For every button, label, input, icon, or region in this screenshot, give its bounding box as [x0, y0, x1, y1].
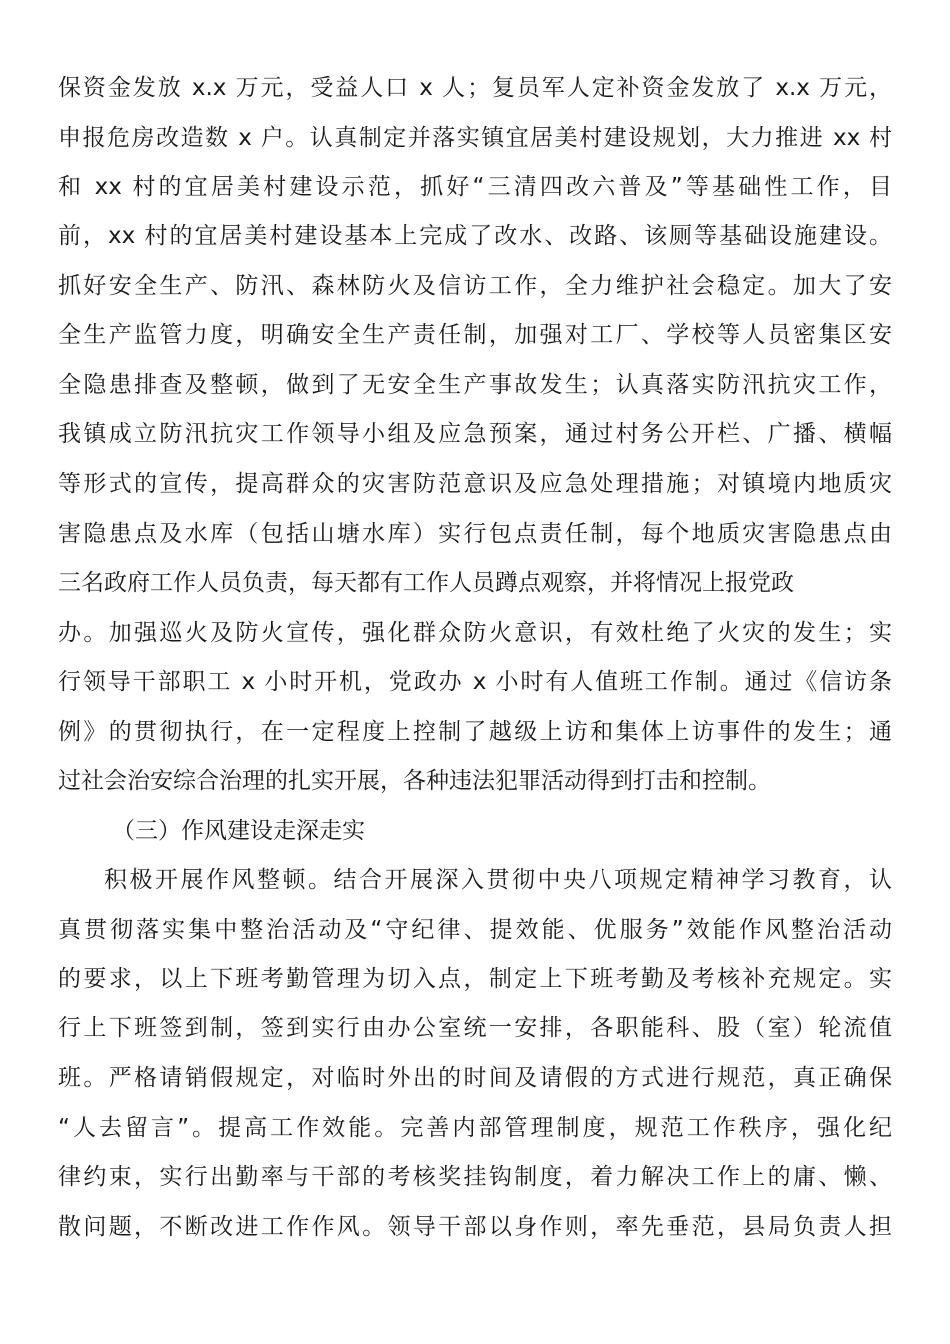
text-line: 抓好安全生产、防汛、森林防火及信访工作，全力维护社会稳定。加大了安: [58, 273, 892, 299]
text-line: 我镇成立防汛抗灾工作领导小组及应急预案，通过村务公开栏、广播、横幅: [58, 421, 892, 447]
text-line: 的要求，以上下班考勤管理为切入点，制定上下班考勤及考核补充规定。实: [58, 966, 892, 992]
text-line: 行上下班签到制，签到实行由办公室统一安排，各职能科、股（室）轮流值: [58, 1015, 892, 1041]
section-heading: （三）作风建设走深走实: [112, 818, 365, 844]
text-line: 行领导干部职工 x 小时开机，党政办 x 小时有人值班工作制。通过《信访条: [58, 669, 892, 695]
text-line: 律约束，实行出勤率与干部的考核奖挂钩制度，着力解决工作上的庸、懒、: [58, 1164, 892, 1190]
text-line: 保资金发放 x.x 万元，受益人口 x 人；复员军人定补资金发放了 x.x 万元，: [58, 75, 892, 101]
text-line: 和 xx 村的宜居美村建设示范，抓好“三清四改六普及”等基础性工作，目: [58, 174, 892, 200]
text-line: 散问题，不断改进工作作风。领导干部以身作则，率先垂范，县局负责人担: [58, 1214, 892, 1240]
text-line: 真贯彻落实集中整治活动及“守纪律、提效能、优服务”效能作风整治活动: [58, 917, 892, 943]
text-line: 全生产监管力度，明确安全生产责任制，加强对工厂、学校等人员密集区安: [58, 322, 892, 348]
text-line: “人去留言”。提高工作效能。完善内部管理制度，规范工作秩序，强化纪: [58, 1115, 892, 1141]
text-line: 积极开展作风整顿。结合开展深入贯彻中央八项规定精神学习教育，认: [104, 867, 892, 893]
text-line: 前，xx 村的宜居美村建设基本上完成了改水、改路、该厕等基础设施建设。: [58, 223, 892, 249]
text-line: 班。严格请销假规定，对临时外出的时间及请假的方式进行规范，真正确保: [58, 1065, 892, 1091]
text-line: 过社会治安综合治理的扎实开展，各种违法犯罪活动得到打击和控制。: [58, 768, 771, 794]
text-line: 全隐患排查及整顿，做到了无安全生产事故发生；认真落实防汛抗灾工作，: [58, 372, 892, 398]
text-line: 办。加强巡火及防火宣传，强化群众防火意识，有效杜绝了火灾的发生；实: [58, 620, 892, 646]
text-line: 申报危房改造数 x 户。认真制定并落实镇宜居美村建设规划，大力推进 xx 村: [58, 125, 892, 151]
text-line: 害隐患点及水库（包括山塘水库）实行包点责任制，每个地质灾害隐患点由: [58, 521, 892, 547]
text-line: 等形式的宣传，提高群众的灾害防范意识及应急处理措施；对镇境内地质灾: [58, 471, 892, 497]
text-line: 例》的贯彻执行，在一定程度上控制了越级上访和集体上访事件的发生；通: [58, 719, 892, 745]
text-line: 三名政府工作人员负责，每天都有工作人员蹲点观察，并将情况上报党政: [58, 570, 794, 596]
